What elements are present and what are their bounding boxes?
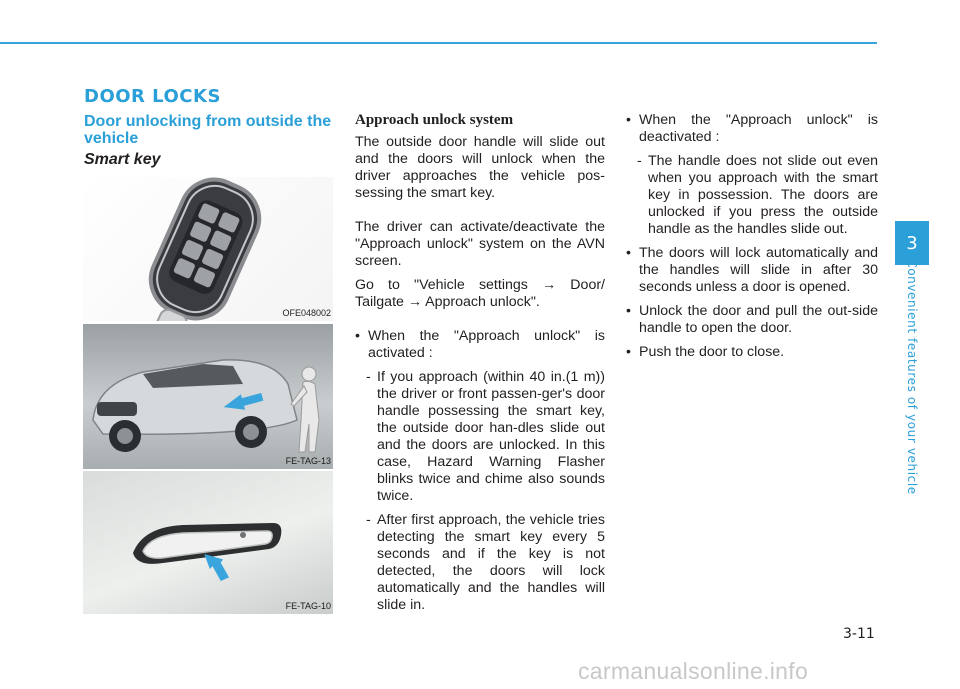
header-rule [0, 42, 877, 44]
watermark: carmanualsonline.info [578, 658, 809, 684]
figure-caption: OFE048002 [282, 308, 331, 318]
list-item-approach-detail: - If you approach (within 40 in.(1 m)) the driver or front passen-ger's door handle possessing the smart key, the outside door han-dles slide out and the doors are unlocked. In this case, Hazard Warning Flasher blinks twice and chime also sounds twice. [355, 369, 605, 505]
approach-unlock-column [355, 112, 605, 614]
figure-caption: FE-TAG-13 [285, 456, 331, 466]
chapter-title: Convenient features of your vehicle [905, 259, 919, 495]
vehicle-approach-figure [83, 324, 333, 469]
approach-unlock-heading: Approach unlock system [355, 112, 514, 128]
smart-key-fob-illustration [83, 177, 333, 321]
page-number: 3-11 [843, 626, 875, 642]
chapter-tab: 3 [895, 221, 929, 265]
section-title: DOOR LOCKS [84, 86, 221, 107]
deactivation-column [626, 112, 878, 361]
list-item-after-approach: - After first approach, the vehicle tries detecting the smart key every 5 seconds and if the key is not detected, the doors will lock automatically and the handles will slide in. [355, 512, 605, 614]
list-item-auto-lock: • The doors will lock automatically and the handles will slide in after 30 seconds unless a door is opened. [626, 245, 878, 296]
approach-unlock-description: The outside door handle will slide out and the doors will unlock when the driver approaches the vehicle pos-sessing the smart key. [355, 134, 605, 201]
list-item-open-door: • Unlock the door and pull the out-side handle to open the door. [626, 303, 878, 337]
smart-key-figure [83, 177, 333, 321]
activation-description: The driver can activate/deactivate the "Approach unlock" system on the AVN screen. [355, 219, 605, 269]
list-item-deactivated: • When the "Approach unlock" is deactivated : [626, 112, 878, 146]
list-item-activated: • When the "Approach unlock" is activated : [355, 328, 605, 362]
list-item-handle-no-slide: - The handle does not slide out even when you approach with the smart key in possession. The doors are unlocked if you press the outside handle as the handles slide out. [626, 153, 878, 238]
vehicle-with-person-illustration [83, 324, 333, 469]
door-unlocking-heading: Door unlocking from outside the vehicle [84, 113, 332, 147]
settings-path: Go to "Vehicle settings → Door/ Tailgate → Approach unlock". [355, 277, 605, 310]
smart-key-subheading: Smart key [84, 151, 161, 168]
figure-caption: FE-TAG-10 [285, 601, 331, 611]
door-handle-figure [83, 471, 333, 614]
door-handle-illustration [83, 471, 333, 614]
list-item-close-door: • Push the door to close. [626, 344, 878, 361]
